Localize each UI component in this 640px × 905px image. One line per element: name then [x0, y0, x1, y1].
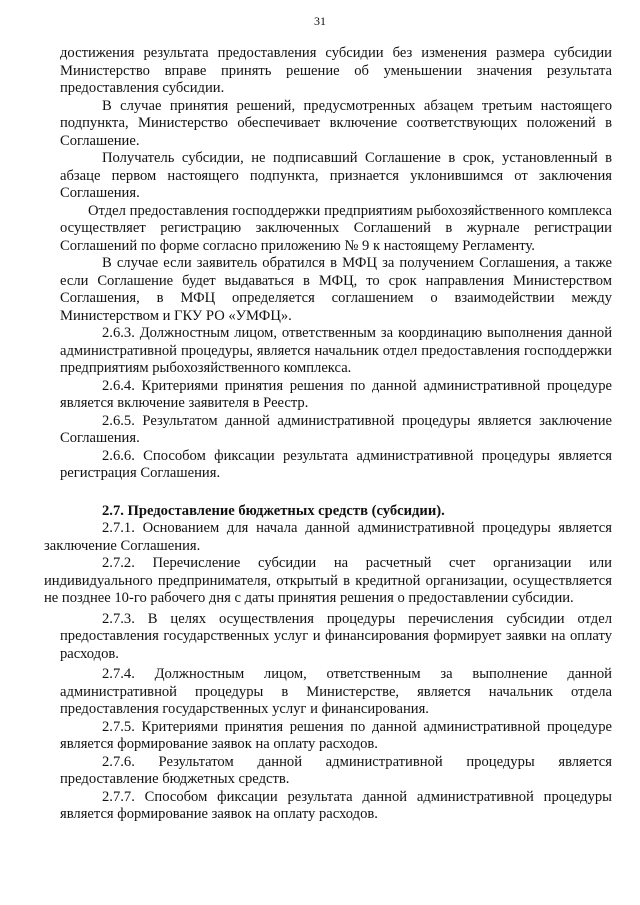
document-body — [44, 45, 612, 824]
paragraph-2-7-7: 2.7.7. Способом фиксации результата данной административной процедуры является формирование заявок на оплату расходов. — [60, 788, 612, 822]
paragraph-continuation: достижения результата предоставления субсидии без изменения размера субсидии Министерство вправе принять решение об уменьшении значения результата предоставления субсидии. — [60, 45, 612, 96]
paragraph-2-7-1: 2.7.1. Основанием для начала данной административной процедуры является заключение Соглашения. — [44, 520, 612, 554]
paragraph-2-6-5: 2.6.5. Результатом данной административной процедуры является заключение Соглашения. — [60, 412, 612, 446]
paragraph-2-7-3: 2.7.3. В целях осуществления процедуры перечисления субсидии отдел предоставления государственных услуг и финансирования формирует заявки на оплату расходов. — [60, 610, 612, 662]
paragraph-2-7-6: 2.7.6. Результатом данной административной процедуры является предоставление бюджетных средств. — [60, 753, 612, 787]
paragraph-2-6-4: 2.6.4. Критериями принятия решения по данной административной процедуре является включение заявителя в Реестр. — [60, 377, 612, 411]
paragraph: В случае если заявитель обратился в МФЦ за получением Соглашения, а также если Соглашение будет выдаваться в МФЦ, то срок направления Министерством Соглашения, в МФЦ определяется соглашением о взаимодействии между Министерством и ГКУ РО «УМФЦ». — [60, 255, 612, 324]
paragraph: Отдел предоставления господдержки предприятиям рыбохозяйственного комплекса осуществляет регистрацию заключенных Соглашений в журнале регистрации Соглашений по форме согласно приложению № 9 к настоящему Регламенту. — [60, 202, 612, 254]
paragraph-2-7-4: 2.7.4. Должностным лицом, ответственным за выполнение данной административной процедуры в Министерстве, является начальник отдела предоставления государственных услуг и финансирования. — [60, 666, 612, 717]
paragraph: Получатель субсидии, не подписавший Соглашение в срок, установленный в абзаце первом настоящего подпункта, признается уклонившимся от заключения Соглашения. — [60, 150, 612, 201]
paragraph: В случае принятия решений, предусмотренных абзацем третьим настоящего подпункта, Министерство обеспечивает включение соответствующих положений в Соглашение. — [60, 97, 612, 149]
page-number: 31 — [314, 14, 326, 28]
paragraph-2-6-6: 2.6.6. Способом фиксации результата административной процедуры является регистрация Соглашения. — [60, 447, 612, 481]
section-heading: 2.7. Предоставление бюджетных средств (субсидии). — [102, 502, 445, 519]
paragraph-2-6-3: 2.6.3. Должностным лицом, ответственным за координацию выполнения данной административной процедуры, является начальник отдел предоставления господдержки предприятиям рыбохозяйственного комплекса. — [60, 325, 612, 376]
paragraph-2-7-2: 2.7.2. Перечисление субсидии на расчетный счет организации или индивидуального предпринимателя, открытый в кредитной организации, осуществляется не позднее 10-го рабочего дня с даты принятия решения о предоставлении субсидии. — [44, 555, 612, 606]
paragraph-2-7-5: 2.7.5. Критериями принятия решения по данной административной процедуре является формирование заявок на оплату расходов. — [60, 718, 612, 752]
